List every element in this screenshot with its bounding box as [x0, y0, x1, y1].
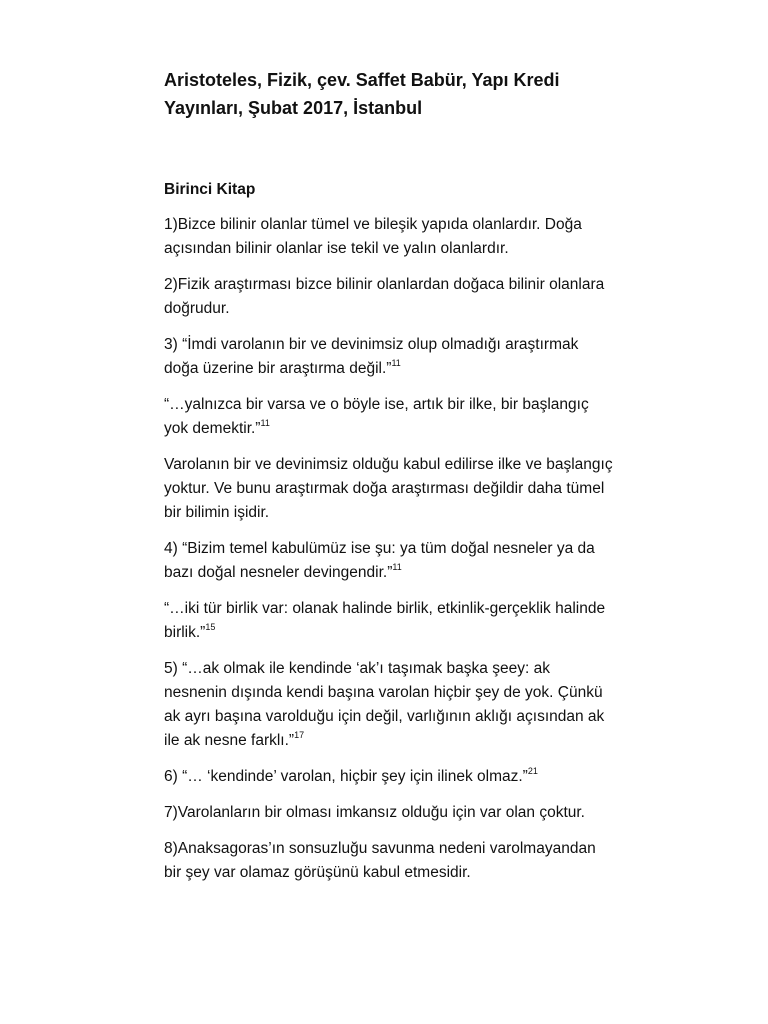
paragraph-3 — [164, 333, 614, 381]
paragraph-text: 1)Bizce bilinir olanlar tümel ve bileşik yapıda olanlardır. Doğa açısından bilinir olanlar ise tekil ve yalın olanlardır. — [164, 216, 582, 257]
paragraph-4 — [164, 393, 614, 441]
footnote-marker: 21 — [527, 765, 538, 776]
paragraph-text: Varolanın bir ve devinimsiz olduğu kabul edilirse ilke ve başlangıç yoktur. Ve bunu araştırmak doğa araştırması değildir daha tümel bir bilimin işidir. — [164, 456, 613, 521]
paragraph-text: 6) “… ‘kendinde’ varolan, hiçbir şey için ilinek olmaz.” — [164, 768, 528, 785]
paragraph-7 — [164, 597, 614, 645]
paragraph-text: 4) “Bizim temel kabulümüz ise şu: ya tüm doğal nesneler ya da bazı doğal nesneler devingendir.” — [164, 540, 595, 581]
paragraph-text: 5) “…ak olmak ile kendinde ‘ak’ı taşımak başka şeey: ak nesnenin dışında kendi başına varolan hiçbir şey de yok. Çünkü ak ayrı başına varolduğu için değil, varlığının aklığı açısından ak ile ak nesne farklı.” — [164, 660, 605, 749]
paragraph-text: 3) “İmdi varolanın bir ve devinimsiz olup olmadığı araştırmak doğa üzerine bir araştırma değil.” — [164, 336, 579, 377]
paragraph-6 — [164, 537, 614, 585]
paragraph-10 — [164, 801, 614, 825]
footnote-marker: 17 — [294, 729, 305, 740]
footnote-marker: 11 — [260, 417, 270, 428]
paragraph-text: “…yalnızca bir varsa ve o böyle ise, artık bir ilke, bir başlangıç yok demektir.” — [164, 396, 589, 437]
paragraph-text: “…iki tür birlik var: olanak halinde birlik, etkinlik-gerçeklik halinde birlik.” — [164, 600, 606, 641]
document-body — [164, 66, 614, 897]
document-title: Aristoteles, Fizik, çev. Saffet Babür, Yapı Kredi Yayınları, Şubat 2017, İstanbul — [164, 70, 560, 118]
footnote-marker: 11 — [391, 357, 401, 368]
footnote-marker: 11 — [392, 561, 402, 572]
footnote-marker: 15 — [205, 621, 216, 632]
paragraph-1 — [164, 213, 614, 261]
paragraph-text: 2)Fizik araştırması bizce bilinir olanlardan doğaca bilinir olanlara doğrudur. — [164, 276, 605, 317]
paragraph-text: 8)Anaksagoras’ın sonsuzluğu savunma nedeni varolmayandan bir şey var olamaz görüşünü kabul etmesidir. — [164, 840, 596, 881]
paragraph-text: 7)Varolanların bir olması imkansız olduğu için var olan çoktur. — [164, 804, 585, 821]
paragraph-5 — [164, 453, 614, 525]
paragraph-8 — [164, 657, 614, 753]
paragraph-2 — [164, 273, 614, 321]
paragraph-9 — [164, 765, 614, 789]
section-heading: Birinci Kitap — [164, 181, 256, 198]
paragraph-11 — [164, 837, 614, 885]
